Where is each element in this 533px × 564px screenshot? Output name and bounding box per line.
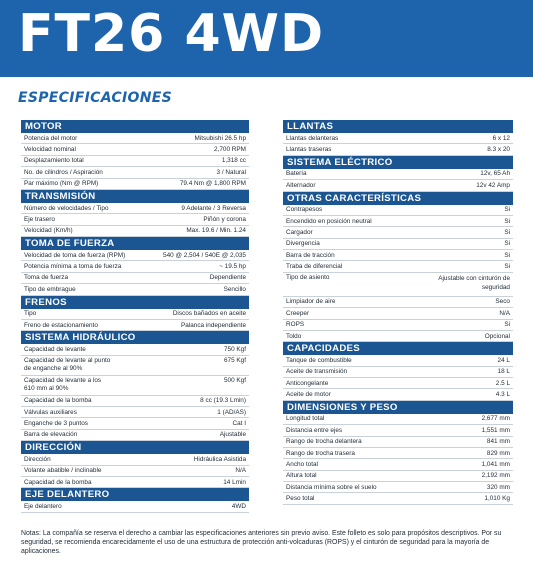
spec-label: Aceite de motor [286,391,331,399]
section-otras-caracteristicas [283,192,513,343]
spec-value: Si [504,228,510,236]
spec-value: Max. 19.6 / Min. 1.24 [186,227,246,235]
spec-value: 12v, 65 Ah [480,170,510,178]
spec-row [21,226,249,237]
section-header: SISTEMA ELÉCTRICO [283,156,513,169]
spec-row [21,501,249,512]
spec-row [21,273,249,284]
spec-value: 8.3 x 20 [487,146,510,154]
spec-label: Tipo de asiento [286,274,330,282]
spec-row [283,250,513,261]
spec-row [283,227,513,238]
spec-value: 500 Kgf [223,377,246,385]
spec-row [21,466,249,477]
spec-label: Capacidad de la bomba [24,397,92,405]
spec-label: Volante abatible / inclinable [24,467,102,475]
spec-row [283,471,513,482]
spec-row [21,418,249,429]
spec-value: 2,677 mm [481,415,510,423]
spec-label: Ancho total [286,460,318,468]
spec-label: Llantas delanteras [286,134,339,142]
spec-row [21,454,249,465]
spec-value: 14 Lmin [223,478,246,486]
spec-row [283,133,513,144]
spec-label: Distancia mínima sobre el suelo [286,483,377,491]
spec-value: 1,551 mm [481,426,510,434]
spec-value: Si [504,240,510,248]
spec-value: N/A [499,309,510,317]
section-transmision [21,190,249,237]
section-header: DIMENSIONES Y PESO [283,401,513,414]
spec-label: Rango de trocha delantera [286,438,362,446]
spec-row [283,297,513,308]
spec-value: Si [504,206,510,214]
section-header: DIRECCIÓN [21,441,249,454]
spec-row [21,144,249,155]
spec-label: Tipo de embrague [24,285,76,293]
spec-value: 1,318 cc [221,157,246,165]
left-spec-column [21,120,249,513]
spec-label: Dirección [24,455,51,463]
spec-value: 4WD [231,502,246,510]
spec-row [283,320,513,331]
spec-value: 540 @ 2,504 / 540E @ 2,035 [163,251,246,259]
spec-label: Eje trasero [24,215,55,223]
spec-value: 2.5 L [495,379,510,387]
section-eje-delantero [21,488,249,512]
spec-label: Distancia entre ejes [286,426,343,434]
spec-row [21,376,249,396]
spec-row [21,407,249,418]
spec-label: Contrapesos [286,206,323,214]
spec-label: Capacidad de levante al punto de enganche al 90% [24,357,111,372]
spec-label: Rango de trocha trasera [286,449,355,457]
section-motor [21,120,249,190]
spec-label: Peso total [286,495,315,503]
model-title: FT26 4WD [18,4,325,64]
spec-label: Capacidad de levante [24,345,86,353]
section-header: EJE DELANTERO [21,488,249,501]
spec-value: 24 L [497,356,510,364]
spec-row [21,179,249,190]
spec-value: 841 mm [486,438,510,446]
section-header: TOMA DE FUERZA [21,237,249,250]
spec-value: Ajustable [219,431,246,439]
spec-row [21,356,249,376]
right-spec-column [283,120,513,505]
spec-value: 79.4 Nm @ 1,800 RPM [179,180,246,188]
spec-label: Longitud total [286,415,325,423]
spec-row [283,378,513,389]
spec-label: Encendido en posición neutral [286,217,372,225]
spec-value: 6 x 12 [492,134,510,142]
spec-label: Capacidad de la bomba [24,478,92,486]
spec-label: Par máximo (Nm @ RPM) [24,180,99,188]
section-header: CAPACIDADES [283,342,513,355]
spec-row [283,144,513,155]
spec-value: Cat I [232,420,246,428]
section-header: FRENOS [21,296,249,309]
section-llantas [283,120,513,156]
spec-row [21,430,249,441]
footer-notes: Notas: La compañía se reserva el derecho a cambiar las especificaciones anteriores sin previo aviso. Este folleto es solo para propósitos descriptivos. Por su seguridad, se recomienda encarecidamente el uso de una estructura de protección anti-volcaduras (ROPS) y el cinturón de seguridad para la mayoría de aplicaciones. [21,530,502,555]
spec-row [283,331,513,342]
spec-value: 675 Kgf [223,357,246,365]
spec-label: Altura total [286,472,317,480]
spec-value: 1,041 mm [481,460,510,468]
section-sistema-electrico [283,156,513,192]
spec-label: Tipo [24,310,37,318]
spec-value: Si [504,263,510,271]
spec-value: Seco [495,298,510,306]
section-header: LLANTAS [283,120,513,133]
spec-row [283,355,513,366]
spec-value: Mitsubishi 26.5 hp [194,134,246,142]
spec-row [283,169,513,180]
spec-value: 1 (AD/AS) [217,408,246,416]
spec-value: Si [504,321,510,329]
spec-value: 2,700 RPM [214,146,246,154]
spec-label: Barra de tracción [286,251,335,259]
spec-value: 829 mm [486,449,510,457]
spec-label: Toma de fuerza [24,274,69,282]
spec-value: Discos bañados en aceite [172,310,246,318]
spec-label: Limpiador de aire [286,298,336,306]
header-banner [0,0,533,77]
spec-row [21,344,249,355]
section-capacidades [283,342,513,401]
spec-row [283,437,513,448]
spec-value: Si [504,217,510,225]
section-dimensiones-y-peso [283,401,513,505]
spec-value: 9 Adelante / 3 Reversa [181,204,246,212]
spec-value: Ajustable con cinturón de seguridad [438,275,510,292]
spec-label: Enganche de 3 puntos [24,420,88,428]
spec-label: Capacidad de levante a los 610 mm al 90% [24,377,102,392]
section-header: TRANSMISIÓN [21,190,249,203]
section-direccion [21,441,249,488]
spec-value: N/A [235,467,246,475]
spec-label: Divergencia [286,240,320,248]
spec-label: Freno de estacionamiento [24,321,98,329]
spec-label: Alternador [286,181,316,189]
spec-value: 18 L [497,368,510,376]
spec-row [21,477,249,488]
spec-label: Número de velocidades / Tipo [24,204,109,212]
spec-label: Toldo [286,332,302,340]
spec-label: Válvulas auxiliares [24,408,77,416]
spec-row [283,239,513,250]
spec-label: Traba de diferencial [286,263,343,271]
spec-value: Opcional [484,332,510,340]
spec-value: 3 / Natural [216,168,246,176]
spec-value: Palanca independiente [180,321,246,329]
spec-label: Batería [286,170,307,178]
spec-row [283,425,513,436]
spec-value: Dependiente [209,274,246,282]
spec-value: Hidráulica Asistida [193,455,246,463]
spec-row [21,261,249,272]
spec-value: 1,010 Kg [484,495,510,503]
spec-label: Velocidad (Km/h) [24,227,73,235]
spec-value: 4.3 L [495,391,510,399]
spec-label: Velocidad nominal [24,146,76,154]
spec-label: ROPS [286,321,305,329]
spec-label: Potencia del motor [24,134,78,142]
spec-row [283,414,513,425]
spec-row [21,309,249,320]
spec-row [21,167,249,178]
spec-value: Sencillo [223,285,246,293]
spec-label: Desplazamiento total [24,157,84,165]
spec-row [283,459,513,470]
spec-label: Tanque de combustible [286,356,352,364]
spec-label: Eje delantero [24,502,62,510]
spec-row [21,214,249,225]
spec-label: Anticongelante [286,379,329,387]
spec-label: Aceite de transmisión [286,368,348,376]
spec-row [21,133,249,144]
spec-row [283,493,513,504]
spec-row [283,367,513,378]
section-header: SISTEMA HIDRÁULICO [21,331,249,344]
spec-row [283,180,513,191]
spec-value: 8 cc (19.3 Lmin) [200,397,246,405]
spec-label: Barra de elevación [24,431,78,439]
spec-label: Cargador [286,228,313,236]
spec-value: 750 Kgf [223,345,246,353]
specs-subtitle: ESPECIFICACIONES [18,90,172,106]
spec-value: Si [504,251,510,259]
spec-value: ~ 19.5 hp [219,263,246,271]
spec-row [283,308,513,319]
spec-row [283,216,513,227]
spec-value: 12v 42 Amp [476,181,510,189]
spec-value: 320 mm [486,483,510,491]
spec-row [283,261,513,272]
spec-row [283,448,513,459]
spec-row [283,205,513,216]
spec-label: Creeper [286,309,310,317]
section-frenos [21,296,249,332]
spec-value: Piñón y corona [203,215,246,223]
section-header: MOTOR [21,120,249,133]
spec-row [21,320,249,331]
spec-label: Velocidad de toma de fuerza (RPM) [24,251,126,259]
spec-row [283,482,513,493]
spec-row [21,156,249,167]
section-toma-de-fuerza [21,237,249,296]
spec-label: Potencia mínima a toma de fuerza [24,263,122,271]
spec-row [21,396,249,407]
spec-row [21,250,249,261]
spec-row [21,284,249,295]
spec-label: Llantas traseras [286,146,332,154]
spec-row [21,203,249,214]
section-header: OTRAS CARACTERÍSTICAS [283,192,513,205]
spec-row [283,389,513,400]
spec-label: No. de cilindros / Aspiración [24,168,103,176]
spec-row [283,273,513,297]
section-sistema-hidraulico [21,331,249,441]
spec-value: 2,192 mm [481,472,510,480]
